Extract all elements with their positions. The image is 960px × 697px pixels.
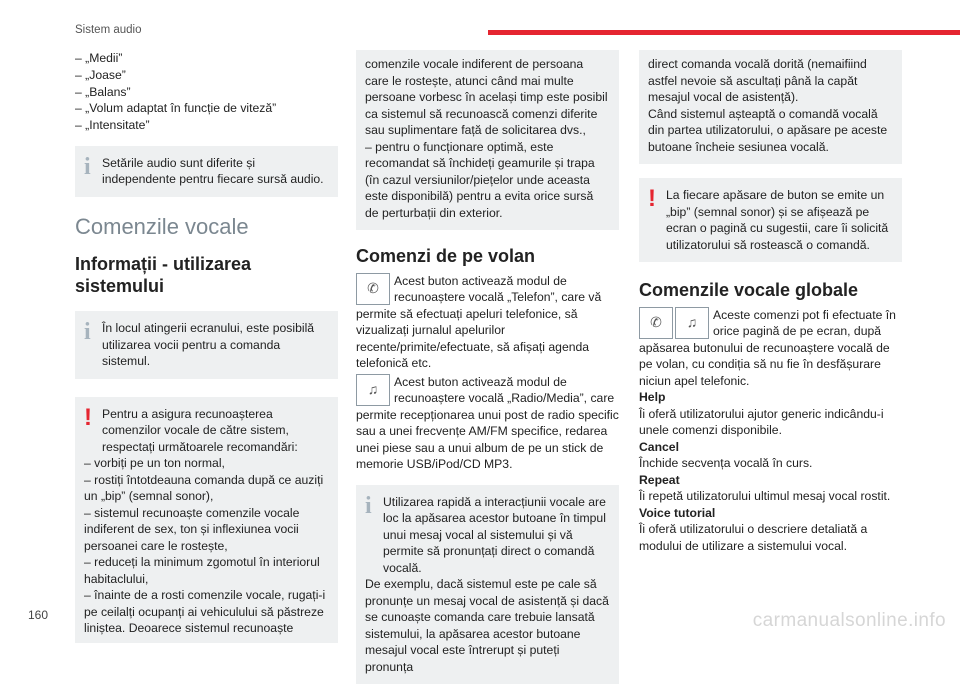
info-box — [75, 146, 338, 197]
media-button-description — [356, 374, 619, 473]
voice-command-icon: ♫ — [356, 374, 390, 406]
info-text: Când sistemul așteaptă o comandă vocală din partea utilizatorului, o apăsare pe aceste butoane încheie sesiunea vocală. — [648, 106, 888, 154]
running-header: Sistem audio — [75, 24, 142, 36]
info-text: În locul atingerii ecranului, este posibilă utilizarea vocii pentru a comanda sistemul. — [102, 321, 315, 369]
info-box-continued — [639, 50, 902, 164]
info-icon: i — [84, 319, 91, 346]
warning-box-continued — [356, 50, 619, 230]
page-number: 160 — [28, 608, 49, 622]
command-name: Voice tutorial — [639, 505, 716, 520]
info-box — [356, 485, 619, 685]
command-description: Îi oferă utilizatorului o descriere detaliată a modului de utilizare a sistemului vocal. — [639, 522, 868, 553]
warning-text: – reduceți la minimum zgomotul în interiorul habitaclului, — [84, 555, 320, 586]
section-title: Comenzile vocale — [75, 213, 249, 239]
subsection-title: Informații - utilizarea sistemului — [75, 254, 252, 297]
warning-icon: ! — [648, 185, 656, 212]
phone-icon: ✆ — [639, 307, 673, 339]
warning-text: La fiecare apăsare de buton se emite un „bip” (semnal sonor) și se afișează pe ecran o pagină cu sugestii, care îi solicită utilizatorului să rostească o comandă. — [666, 188, 889, 252]
warning-icon: ! — [84, 403, 92, 431]
column-1 — [75, 50, 338, 656]
command-description: Închide secvența vocală în curs. — [639, 456, 813, 470]
warning-text: Pentru a asigura recunoașterea comenzilor vocale de către sistem, respectați următoarele recomandări: — [102, 406, 298, 454]
phone-icon: ✆ — [356, 273, 390, 305]
command-description: Îi repetă utilizatorului ultimul mesaj vocal rostit. — [639, 489, 891, 503]
warning-text: – vorbiți pe un ton normal, — [84, 456, 225, 471]
column-2 — [356, 50, 619, 697]
button-icon-row — [639, 307, 709, 339]
section-heading: Comenzi de pe volan — [356, 246, 536, 266]
info-icon: i — [84, 153, 91, 180]
button-icon-row — [356, 374, 390, 406]
warning-text: comenzile vocale indiferent de persoana care le rostește, atunci când mai multe persoane vorbesc în același timp este posibil ca sistemul să recunoască comenzi diferite sau suplimentare față de solicitarea dvs., — [365, 57, 608, 137]
command-name: Repeat — [639, 472, 680, 487]
command-description: Îi oferă utilizatorului ajutor generic indicându-i unele comenzi disponibile. — [639, 406, 884, 437]
command-list — [639, 389, 902, 554]
info-text: direct comanda vocală dorită (nemaifiind astfel nevoie să ascultați până la capăt mesajul vocal de asistență). — [648, 57, 867, 104]
section-heading: Comenzile vocale globale — [639, 280, 859, 300]
warning-text: – înainte de a rosti comenzile vocale, rugați-i pe ceilalți ocupanți ai vehiculului să păstreze liniștea. Deoarece sistemul recunoaște — [84, 588, 326, 636]
list-item: – „Volum adaptat în funcție de viteză” — [75, 101, 277, 116]
intro-text: Aceste comenzi pot fi efectuate în orice pagină de pe ecran, după apăsarea butonului de recunoaștere vocală de pe volan, cu condiția să nu fie în desfășurare niciun apel telefonic. — [639, 307, 896, 388]
list-item: – „Joase” — [75, 67, 126, 82]
watermark: carmanualsonline.info — [752, 610, 946, 631]
warning-box — [75, 397, 338, 643]
global-commands-intro — [639, 307, 902, 390]
warning-text: – rostiți întotdeauna comanda după ce auziți un „bip” (semnal sonor), — [84, 472, 324, 504]
command-name: Cancel — [639, 439, 679, 454]
phone-text: Acest buton activează modul de recunoaștere vocală „Telefon”, care vă permite să efectuați apeluri telefonice, să vizualizați jurnalul apelurilor recente/primite/efectuate, să afișați agenda telefonică etc. — [356, 273, 602, 370]
info-icon: i — [365, 492, 372, 519]
list-item: – „Medii” — [75, 51, 123, 65]
column-3 — [639, 50, 902, 554]
warning-box — [639, 178, 902, 262]
command-name: Help — [639, 390, 666, 404]
header-accent-bar — [488, 30, 960, 35]
info-text: Setările audio sunt diferite și independente pentru fiecare sursă audio. — [102, 155, 324, 187]
warning-text: – pentru o funcționare optimă, este recomandat să închideți geamurile și trapa (în cazul versiunilor/piețelor unde aceasta este disponibilă) pentru a evita orice sursă de perturbații din exterior. — [365, 139, 595, 220]
info-box — [75, 311, 338, 379]
audio-settings-list — [75, 50, 338, 134]
info-text: Utilizarea rapidă a interacțiunii vocale are loc la apăsarea acestor butoane în timpul unui mesaj vocal al sistemului și vă permite să pronunțați direct o comandă vocală. — [383, 494, 606, 575]
list-item: – „Intensitate” — [75, 118, 150, 133]
phone-button-description — [356, 273, 619, 372]
list-item: – „Balans” — [75, 84, 131, 99]
media-text: Acest buton activează modul de recunoaștere vocală „Radio/Media”, care permite recepționarea unui post de radio specific sau a unei frecvențe AM/FM specifice, redarea unei piese sau a unui album de pe un stick de memorie USB/iPod/CD MP3. — [356, 374, 619, 471]
warning-text: – sistemul recunoaște comenzile vocale indiferent de sex, ton și inflexiunea vocii persoanei care le rostește, — [84, 505, 300, 553]
button-icon-row — [356, 273, 390, 305]
voice-command-icon: ♫ — [675, 307, 709, 339]
info-text: De exemplu, dacă sistemul este pe cale să pronunțe un mesaj vocal de asistență și dacă se cunoaște comanda care trebuie lansată sistemului, la apăsarea acestor butoane mesajul vocal este întrerupt și puteți pronunța — [365, 577, 609, 674]
